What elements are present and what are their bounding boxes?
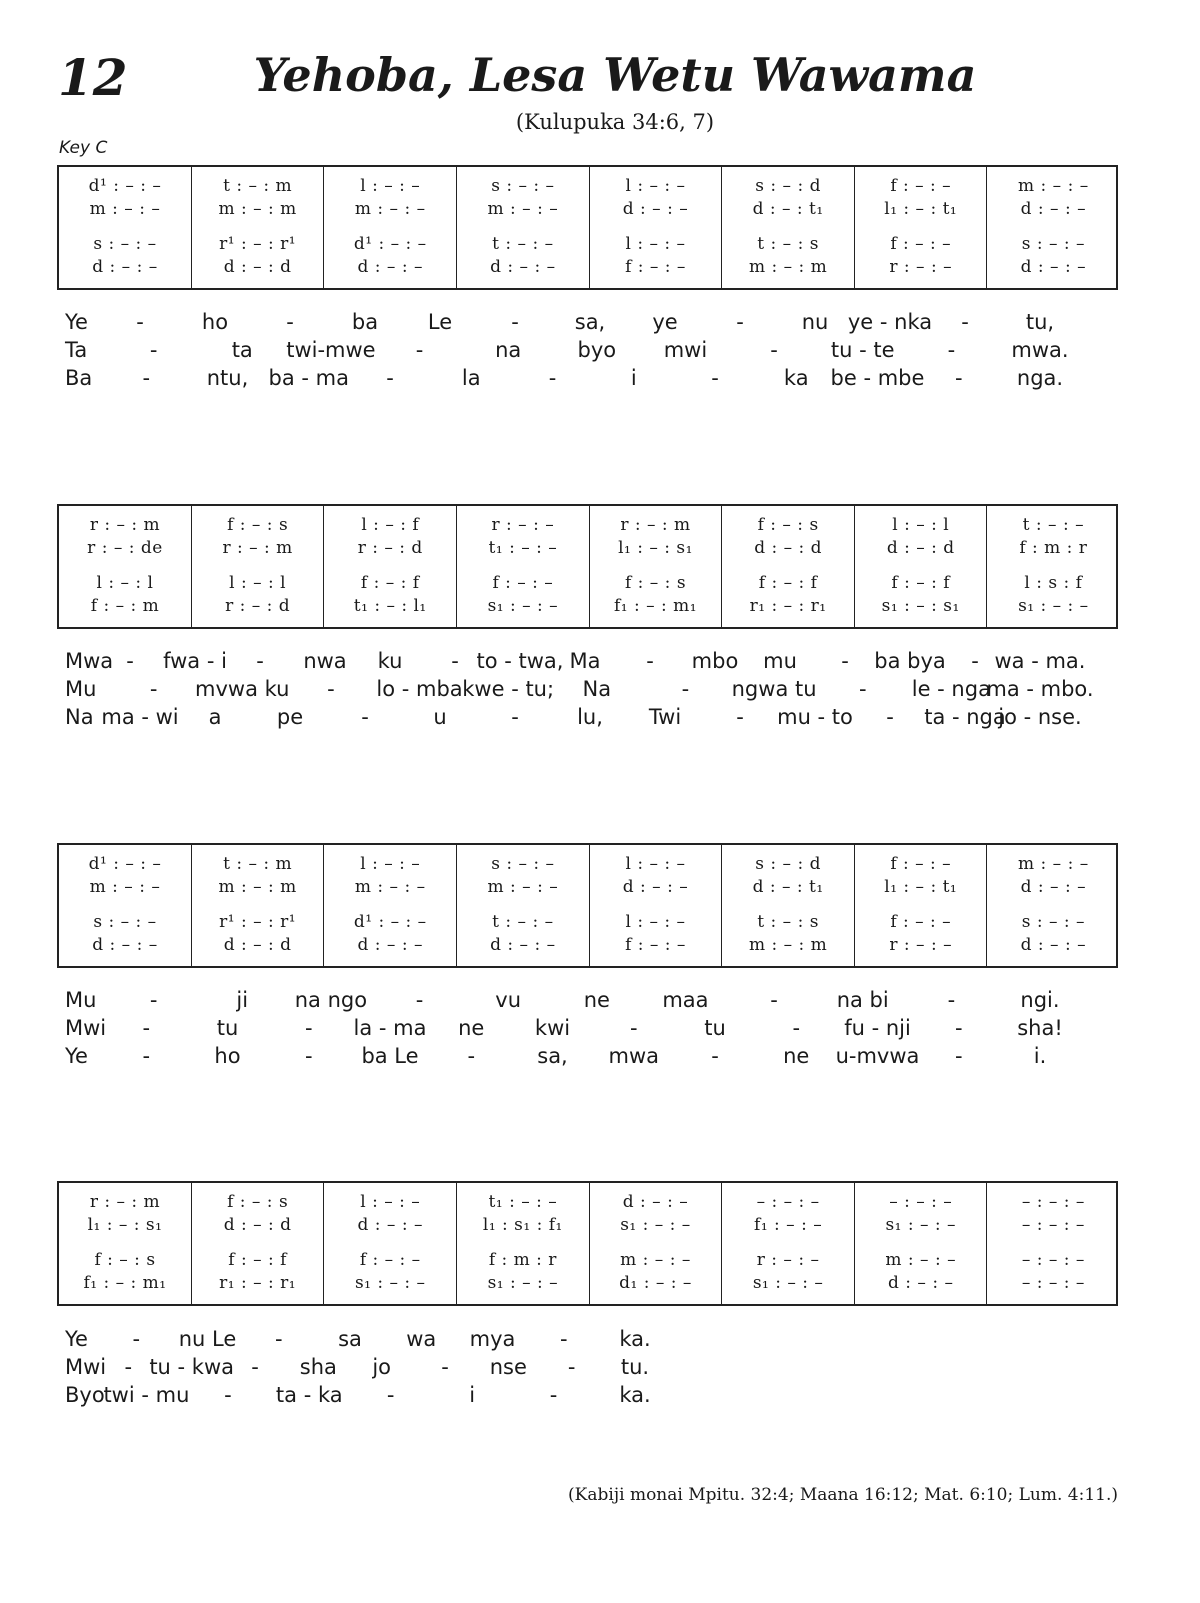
solfa-measure: f : – : s xyxy=(757,515,819,535)
lyric-syllable: ka. xyxy=(619,1327,651,1351)
lyric-syllable: u-mvwa xyxy=(835,1044,920,1068)
solfa-measure: d : – : – xyxy=(92,935,158,955)
solfa-measure: l₁ : – : s₁ xyxy=(87,1215,163,1235)
solfa-measure: m : – : – xyxy=(1018,176,1089,196)
lyric-hyphen: - xyxy=(646,649,654,673)
lyric-syllable: Ye xyxy=(65,310,88,334)
lyric-syllable: ne xyxy=(583,988,610,1012)
lyric-syllable: jo - nse. xyxy=(998,705,1082,729)
solfa-measure: f : – : – xyxy=(890,912,952,932)
lyric-syllable: na xyxy=(495,338,522,362)
lyric-syllable: byo xyxy=(577,338,617,362)
lyric-syllable: ba bya xyxy=(874,649,946,673)
lyric-syllable: mya xyxy=(469,1327,516,1351)
solfa-measure: r : – : m xyxy=(620,515,691,535)
solfa-measure: t₁ : – : – xyxy=(488,1192,558,1212)
lyric-hyphen: - xyxy=(736,705,744,729)
solfa-measure: f : – : m xyxy=(90,596,160,616)
lyric-hyphen: - xyxy=(629,1016,638,1040)
lyric-syllable: vu xyxy=(495,988,522,1012)
solfa-measure: l : – : – xyxy=(360,854,421,874)
lyric-syllable: ho xyxy=(201,310,229,334)
lyric-hyphen: - xyxy=(792,1016,801,1040)
solfa-measure: l : – : – xyxy=(360,1192,421,1212)
lyric-hyphen: - xyxy=(149,677,158,701)
solfa-measure: f : – : – xyxy=(890,854,952,874)
scripture-reference: (Kulupuka 34:6, 7) xyxy=(515,110,715,134)
lyric-hyphen: - xyxy=(361,705,369,729)
lyric-syllable: lo - mba xyxy=(376,677,463,701)
solfa-measure: s : – : – xyxy=(491,176,555,196)
solfa-measure: l : – : – xyxy=(625,854,686,874)
solfa-measure: l : – : – xyxy=(625,176,686,196)
lyric-syllable: ka. xyxy=(619,1383,651,1407)
lyric-hyphen: - xyxy=(971,649,979,673)
solfa-measure: f : – : f xyxy=(360,573,420,593)
solfa-measure: s : – : d xyxy=(755,854,821,874)
solfa-measure: m : – : – xyxy=(89,877,161,897)
solfa-measure: d¹ : – : – xyxy=(88,176,162,196)
lyric-hyphen: - xyxy=(149,988,158,1012)
lyric-hyphen: - xyxy=(126,649,134,673)
solfa-measure: m : – : m xyxy=(218,877,297,897)
lyric-syllable: mwa xyxy=(608,1044,659,1068)
lyric-hyphen: - xyxy=(770,988,778,1012)
lyric-syllable: Le xyxy=(427,310,453,334)
lyric-hyphen: - xyxy=(954,1016,963,1040)
lyric-syllable: nwa xyxy=(303,649,347,673)
solfa-measure: f : – : f xyxy=(891,573,951,593)
lyric-syllable: sa, xyxy=(537,1044,568,1068)
solfa-measure: f : – : s xyxy=(94,1250,156,1270)
lyric-hyphen: - xyxy=(467,1044,476,1068)
lyric-syllable: Ta xyxy=(65,338,88,362)
lyric-syllable: u xyxy=(433,705,447,729)
solfa-measure: s₁ : – : – xyxy=(354,1273,426,1293)
lyric-syllable: le - nga xyxy=(911,677,991,701)
solfa-measure: s : – : – xyxy=(93,234,157,254)
lyric-hyphen: - xyxy=(142,1044,151,1068)
hymn-title: Yehoba, Lesa Wetu Wawama xyxy=(253,48,977,102)
lyric-syllable: nga. xyxy=(1016,366,1064,390)
score-system xyxy=(57,1181,1118,1306)
solfa-measure: l : – : l xyxy=(96,573,154,593)
lyric-syllable: ba Le xyxy=(361,1044,419,1068)
lyric-syllable: Ma xyxy=(569,649,601,673)
lyric-syllable: tu - te xyxy=(830,338,895,362)
lyric-syllable: ye xyxy=(652,310,678,334)
lyric-hyphen: - xyxy=(327,677,335,701)
lyric-hyphen: - xyxy=(954,1044,963,1068)
lyric-syllable: Twi xyxy=(648,705,682,729)
solfa-measure: – : – : – xyxy=(1021,1250,1085,1270)
solfa-measure: s₁ : – : – xyxy=(487,596,559,616)
solfa-measure: d : – : d xyxy=(223,257,292,277)
lyric-hyphen: - xyxy=(142,366,151,390)
solfa-measure: s₁ : – : – xyxy=(620,1215,691,1235)
lyric-hyphen: - xyxy=(511,310,519,334)
lyric-syllable: sha! xyxy=(1017,1016,1063,1040)
solfa-measure: r : – : m xyxy=(89,1192,161,1212)
lyric-hyphen: - xyxy=(947,338,956,362)
lyric-syllable: a xyxy=(208,705,222,729)
lyric-syllable: Mu xyxy=(65,677,97,701)
solfa-measure: d : – : – xyxy=(1020,935,1087,955)
solfa-measure: t : – : s xyxy=(757,234,819,254)
lyric-syllable: fu - nji xyxy=(844,1016,911,1040)
lyric-hyphen: - xyxy=(251,1355,259,1379)
lyric-hyphen: - xyxy=(886,705,894,729)
lyric-syllable: Mu xyxy=(65,988,97,1012)
solfa-measure: t : – : m xyxy=(223,854,293,874)
solfa-measure: d : – : – xyxy=(92,257,158,277)
solfa-measure: f : – : – xyxy=(890,234,952,254)
solfa-measure: f : – : – xyxy=(890,176,952,196)
solfa-measure: s : – : – xyxy=(491,854,555,874)
solfa-measure: f : – : f xyxy=(228,1250,287,1270)
solfa-measure: m : – : – xyxy=(487,199,559,219)
solfa-measure: f : – : – xyxy=(625,935,686,955)
lyric-hyphen: - xyxy=(549,1383,558,1407)
lyric-syllable: Mwi xyxy=(65,1016,107,1040)
lyric-syllable: kwe - tu; xyxy=(462,677,555,701)
lyric-hyphen: - xyxy=(386,1383,395,1407)
solfa-measure: d : – : – xyxy=(888,1273,954,1293)
lyric-hyphen: - xyxy=(711,366,719,390)
key-signature: Key C xyxy=(59,138,108,158)
lyric-syllable: kwi xyxy=(534,1016,571,1040)
solfa-measure: m : – : m xyxy=(748,257,828,277)
lyric-syllable: tu xyxy=(704,1016,726,1040)
lyric-syllable: fwa - i xyxy=(163,649,227,673)
lyric-syllable: ta - ka xyxy=(275,1383,343,1407)
solfa-measure: f : – : s xyxy=(227,515,289,535)
solfa-measure: f : – : s xyxy=(227,1192,289,1212)
solfa-measure: t : – : – xyxy=(492,912,554,932)
lyric-syllable: ku xyxy=(377,649,403,673)
lyric-hyphen: - xyxy=(304,1016,313,1040)
solfa-measure: d : – : – xyxy=(1020,877,1087,897)
lyric-syllable: ntu, xyxy=(206,366,249,390)
solfa-measure: l₁ : – : t₁ xyxy=(884,199,958,219)
solfa-measure: s₁ : – : s₁ xyxy=(881,596,960,616)
solfa-measure: s₁ : – : – xyxy=(752,1273,824,1293)
lyric-syllable: tu - kwa xyxy=(149,1355,234,1379)
lyric-syllable: ngwa tu xyxy=(731,677,817,701)
solfa-measure: t₁ : – : – xyxy=(488,538,558,558)
lyric-syllable: i xyxy=(469,1383,476,1407)
solfa-measure: r : – : m xyxy=(222,538,293,558)
lyric-syllable: twi - mu xyxy=(103,1383,190,1407)
lyric-syllable: ngi. xyxy=(1020,988,1060,1012)
solfa-measure: r₁ : – : r₁ xyxy=(219,1273,297,1293)
solfa-measure: s₁ : – : – xyxy=(487,1273,559,1293)
footnote: (Kabiji monai Mpitu. 32:4; Maana 16:12; Mat. 6:10; Lum. 4:11.) xyxy=(568,1485,1118,1505)
solfa-measure: r : – : – xyxy=(889,935,953,955)
lyric-syllable: twi-mwe xyxy=(286,338,376,362)
lyric-syllable: ji xyxy=(236,988,249,1012)
solfa-measure: r : – : de xyxy=(87,538,163,558)
lyric-syllable: to - twa, xyxy=(476,649,564,673)
lyric-syllable: ma - wi xyxy=(101,705,179,729)
lyric-hyphen: - xyxy=(441,1355,449,1379)
solfa-measure: d¹ : – : – xyxy=(353,234,427,254)
solfa-measure: m : – : m xyxy=(218,199,297,219)
solfa-measure: d : – : t₁ xyxy=(752,877,824,897)
lyric-syllable: ne xyxy=(458,1016,485,1040)
solfa-measure: d₁ : – : – xyxy=(619,1273,692,1293)
solfa-measure: r : – : – xyxy=(756,1250,820,1270)
lyric-hyphen: - xyxy=(770,338,778,362)
solfa-measure: d : – : d xyxy=(886,538,955,558)
solfa-measure: f : m : r xyxy=(1019,538,1088,558)
lyric-syllable: lu, xyxy=(577,705,603,729)
solfa-measure: l₁ : s₁ : f₁ xyxy=(482,1215,563,1235)
solfa-measure: l : – : f xyxy=(361,515,420,535)
lyric-hyphen: - xyxy=(559,1327,568,1351)
lyric-syllable: ye - nka xyxy=(847,310,933,334)
lyric-syllable: ma - mbo. xyxy=(986,677,1094,701)
lyric-syllable: mu xyxy=(763,649,797,673)
lyric-hyphen: - xyxy=(451,649,459,673)
lyric-syllable: ba xyxy=(351,310,379,334)
solfa-measure: l₁ : – : t₁ xyxy=(884,877,958,897)
lyric-syllable: mwa. xyxy=(1011,338,1069,362)
lyric-syllable: tu, xyxy=(1025,310,1055,334)
solfa-measure: d : – : – xyxy=(357,257,423,277)
solfa-measure: f : m : r xyxy=(488,1250,557,1270)
solfa-measure: m : – : m xyxy=(748,935,828,955)
lyric-hyphen: - xyxy=(511,705,519,729)
solfa-measure: l : – : – xyxy=(360,176,421,196)
lyric-syllable: la - ma xyxy=(353,1016,427,1040)
solfa-measure: s₁ : – : – xyxy=(1018,596,1089,616)
lyric-syllable: ne xyxy=(783,1044,810,1068)
lyric-syllable: mvwa ku xyxy=(195,677,290,701)
solfa-measure: r : – : d xyxy=(225,596,291,616)
solfa-measure: d : – : – xyxy=(622,877,689,897)
lyric-hyphen: - xyxy=(124,1355,133,1379)
lyric-syllable: sa xyxy=(338,1327,362,1351)
solfa-measure: s : – : – xyxy=(1021,234,1086,254)
lyric-hyphen: - xyxy=(304,1044,313,1068)
lyric-syllable: ho xyxy=(214,1044,241,1068)
solfa-measure: t : – : s xyxy=(757,912,819,932)
solfa-measure: s₁ : – : – xyxy=(885,1215,957,1235)
lyric-hyphen: - xyxy=(136,310,144,334)
solfa-measure: l : – : l xyxy=(229,573,287,593)
solfa-measure: r¹ : – : r¹ xyxy=(219,912,297,932)
lyric-syllable: wa - ma. xyxy=(994,649,1086,673)
solfa-measure: l₁ : – : s₁ xyxy=(618,538,693,558)
solfa-measure: f₁ : – : m₁ xyxy=(613,596,698,616)
lyric-syllable: Ye xyxy=(65,1327,88,1351)
solfa-measure: s : – : – xyxy=(1021,912,1086,932)
lyric-syllable: mu - to xyxy=(777,705,853,729)
lyric-syllable: be - mbe xyxy=(830,366,925,390)
lyric-syllable: Na xyxy=(582,677,612,701)
solfa-measure: – : – : – xyxy=(756,1192,820,1212)
lyric-syllable: Ye xyxy=(65,1044,88,1068)
lyric-syllable: mbo xyxy=(691,649,739,673)
solfa-measure: l : s : f xyxy=(1024,573,1083,593)
solfa-measure: r : – : d xyxy=(357,538,423,558)
lyric-hyphen: - xyxy=(415,338,424,362)
lyric-hyphen: - xyxy=(841,649,849,673)
lyric-hyphen: - xyxy=(286,310,294,334)
lyric-syllable: ba - ma xyxy=(268,366,349,390)
lyric-hyphen: - xyxy=(256,649,264,673)
lyric-syllable: Byo xyxy=(65,1383,105,1407)
solfa-measure: t : – : m xyxy=(223,176,293,196)
lyric-syllable: i. xyxy=(1033,1044,1047,1068)
solfa-measure: r : – : – xyxy=(491,515,555,535)
solfa-measure: f : – : – xyxy=(492,573,554,593)
solfa-measure: t₁ : – : l₁ xyxy=(353,596,427,616)
lyric-syllable: jo xyxy=(372,1355,391,1379)
lyric-syllable: nse xyxy=(489,1355,527,1379)
lyric-syllable: wa xyxy=(406,1327,437,1351)
lyric-hyphen: - xyxy=(415,988,424,1012)
score-system xyxy=(57,843,1118,968)
lyric-syllable: Mwa xyxy=(65,649,114,673)
lyric-hyphen: - xyxy=(149,338,158,362)
solfa-measure: d : – : – xyxy=(622,1192,689,1212)
solfa-measure: m : – : – xyxy=(620,1250,691,1270)
solfa-measure: m : – : – xyxy=(885,1250,957,1270)
solfa-measure: f₁ : – : m₁ xyxy=(83,1273,167,1293)
solfa-measure: s : – : – xyxy=(93,912,157,932)
solfa-measure: – : – : – xyxy=(1021,1192,1085,1212)
lyric-hyphen: - xyxy=(142,1016,151,1040)
lyric-hyphen: - xyxy=(681,677,690,701)
lyric-hyphen: - xyxy=(224,1383,232,1407)
lyric-hyphen: - xyxy=(567,1355,576,1379)
solfa-measure: d : – : – xyxy=(357,1215,423,1235)
solfa-measure: f : – : – xyxy=(359,1250,421,1270)
lyric-hyphen: - xyxy=(132,1327,141,1351)
lyric-syllable: tu xyxy=(216,1016,239,1040)
solfa-measure: f : – : s xyxy=(624,573,687,593)
solfa-measure: l : – : l xyxy=(892,515,950,535)
lyric-syllable: Ba xyxy=(65,366,93,390)
solfa-measure: m : – : – xyxy=(487,877,559,897)
solfa-measure: d : – : – xyxy=(490,935,556,955)
hymn-number: 12 xyxy=(58,48,128,107)
solfa-measure: d : – : d xyxy=(223,1215,292,1235)
lyric-hyphen: - xyxy=(858,677,867,701)
solfa-measure: d : – : – xyxy=(1020,199,1087,219)
lyric-hyphen: - xyxy=(386,366,394,390)
solfa-measure: d : – : – xyxy=(357,935,423,955)
lyric-syllable: na bi xyxy=(836,988,889,1012)
lyric-syllable: tu. xyxy=(620,1355,650,1379)
lyric-syllable: Na xyxy=(65,705,94,729)
lyric-syllable: pe xyxy=(276,705,304,729)
solfa-measure: m : – : – xyxy=(354,877,426,897)
solfa-measure: r : – : – xyxy=(889,257,953,277)
lyric-syllable: Mwi xyxy=(65,1355,107,1379)
lyric-syllable: ta - nga xyxy=(924,705,1006,729)
solfa-measure: l : – : – xyxy=(625,234,686,254)
solfa-measure: r : – : m xyxy=(89,515,161,535)
solfa-measure: d : – : d xyxy=(754,538,823,558)
solfa-measure: s : – : d xyxy=(755,176,821,196)
lyric-hyphen: - xyxy=(947,988,956,1012)
solfa-measure: d¹ : – : – xyxy=(353,912,427,932)
solfa-measure: m : – : – xyxy=(89,199,161,219)
lyric-syllable: nu xyxy=(801,310,829,334)
score-system xyxy=(57,504,1118,629)
solfa-measure: d : – : d xyxy=(223,935,292,955)
solfa-measure: d : – : t₁ xyxy=(752,199,824,219)
lyric-syllable: nu Le xyxy=(178,1327,237,1351)
solfa-measure: r₁ : – : r₁ xyxy=(749,596,827,616)
solfa-measure: d : – : – xyxy=(490,257,556,277)
lyric-hyphen: - xyxy=(711,1044,719,1068)
solfa-measure: l : – : – xyxy=(625,912,686,932)
solfa-measure: t : – : – xyxy=(492,234,554,254)
score-system xyxy=(57,165,1118,290)
solfa-measure: f : – : – xyxy=(625,257,686,277)
solfa-measure: – : – : – xyxy=(889,1192,953,1212)
lyric-syllable: sa, xyxy=(574,310,606,334)
lyric-hyphen: - xyxy=(274,1327,283,1351)
lyric-syllable: ta xyxy=(231,338,253,362)
lyric-hyphen: - xyxy=(961,310,969,334)
solfa-measure: f₁ : – : – xyxy=(754,1215,823,1235)
lyric-syllable: la xyxy=(461,366,481,390)
solfa-measure: m : – : – xyxy=(1018,854,1089,874)
solfa-measure: – : – : – xyxy=(1021,1215,1085,1235)
solfa-measure: d : – : – xyxy=(1020,257,1087,277)
solfa-measure: t : – : – xyxy=(1022,515,1085,535)
lyric-hyphen: - xyxy=(548,366,557,390)
solfa-measure: d : – : – xyxy=(622,199,689,219)
lyric-syllable: na ngo xyxy=(294,988,368,1012)
solfa-measure: – : – : – xyxy=(1021,1273,1085,1293)
lyric-syllable: i xyxy=(630,366,637,390)
solfa-measure: r¹ : – : r¹ xyxy=(219,234,297,254)
lyric-syllable: sha xyxy=(299,1355,337,1379)
lyric-syllable: ka xyxy=(783,366,809,390)
lyric-syllable: maa xyxy=(662,988,709,1012)
lyric-hyphen: - xyxy=(736,310,744,334)
lyric-hyphen: - xyxy=(954,366,963,390)
solfa-measure: m : – : – xyxy=(354,199,426,219)
solfa-measure: f : – : f xyxy=(758,573,818,593)
lyric-syllable: mwi xyxy=(663,338,708,362)
solfa-measure: d¹ : – : – xyxy=(88,854,162,874)
